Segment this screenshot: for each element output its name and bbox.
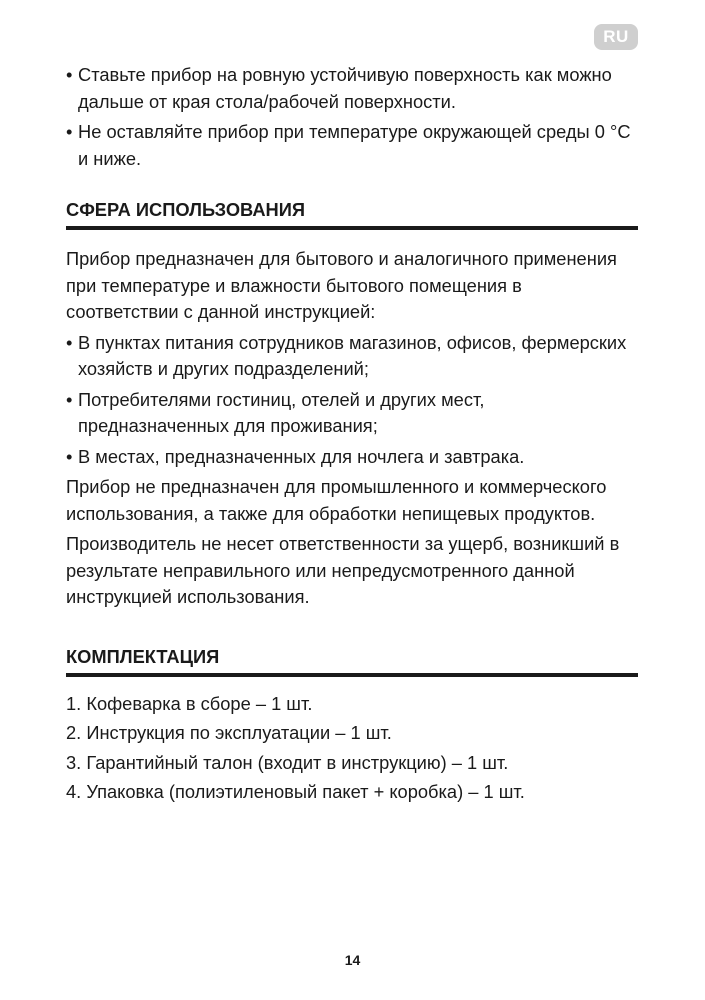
list-item: • Ставьте прибор на ровную устойчивую поверхность как можно дальше от края стола/рабочей поверхности.: [66, 64, 612, 112]
page-number: 14: [344, 952, 361, 968]
kit-list: [66, 691, 638, 806]
section-heading-kit: КОМПЛЕКТАЦИЯ: [66, 645, 638, 677]
bullet-icon: •: [66, 388, 73, 410]
list-item: 2. Инструкция по эксплуатации – 1 шт.: [66, 722, 392, 743]
bullet-icon: •: [66, 331, 73, 353]
list-item: 3. Гарантийный талон (входит в инструкцию) – 1 шт.: [66, 751, 509, 773]
bullet-icon: •: [66, 121, 73, 142]
usage-bullet-list: [66, 330, 638, 471]
bullet-icon: •: [66, 64, 73, 85]
section-heading-usage: СФЕРА ИСПОЛЬЗОВАНИЯ: [66, 198, 638, 230]
usage-intro: Прибор предназначен для бытового и аналогичного применения при температуре и влажности бытового помещения в соответствии с данной инструкцией:: [66, 248, 617, 322]
language-badge: RU: [594, 24, 638, 50]
list-item: • В пунктах питания сотрудников магазинов, офисов, фермерских хозяйств и других подразделений;: [66, 331, 627, 379]
liability-paragraph: Производитель не несет ответственности за ущерб, возникший в результате неправильного или непредусмотренного данной инструкцией использования.: [66, 533, 620, 607]
page-content: [66, 62, 638, 809]
list-item: • Потребителями гостиниц, отелей и других мест, предназначенных для проживания;: [66, 388, 485, 436]
safety-bullet-list: [66, 62, 638, 172]
list-item: 1. Кофеварка в сборе – 1 шт.: [66, 692, 313, 714]
usage-paragraph: Прибор не предназначен для промышленного и коммерческого использования, а также для обработки непищевых продуктов.: [66, 476, 607, 524]
bullet-icon: •: [66, 445, 73, 467]
list-item: • В местах, предназначенных для ночлега и завтрака.: [66, 444, 638, 471]
list-item: 4. Упаковка (полиэтиленовый пакет + коробка) – 1 шт.: [66, 781, 525, 802]
list-item: • Не оставляйте прибор при температуре окружающей среды 0 °С и ниже.: [66, 121, 631, 169]
